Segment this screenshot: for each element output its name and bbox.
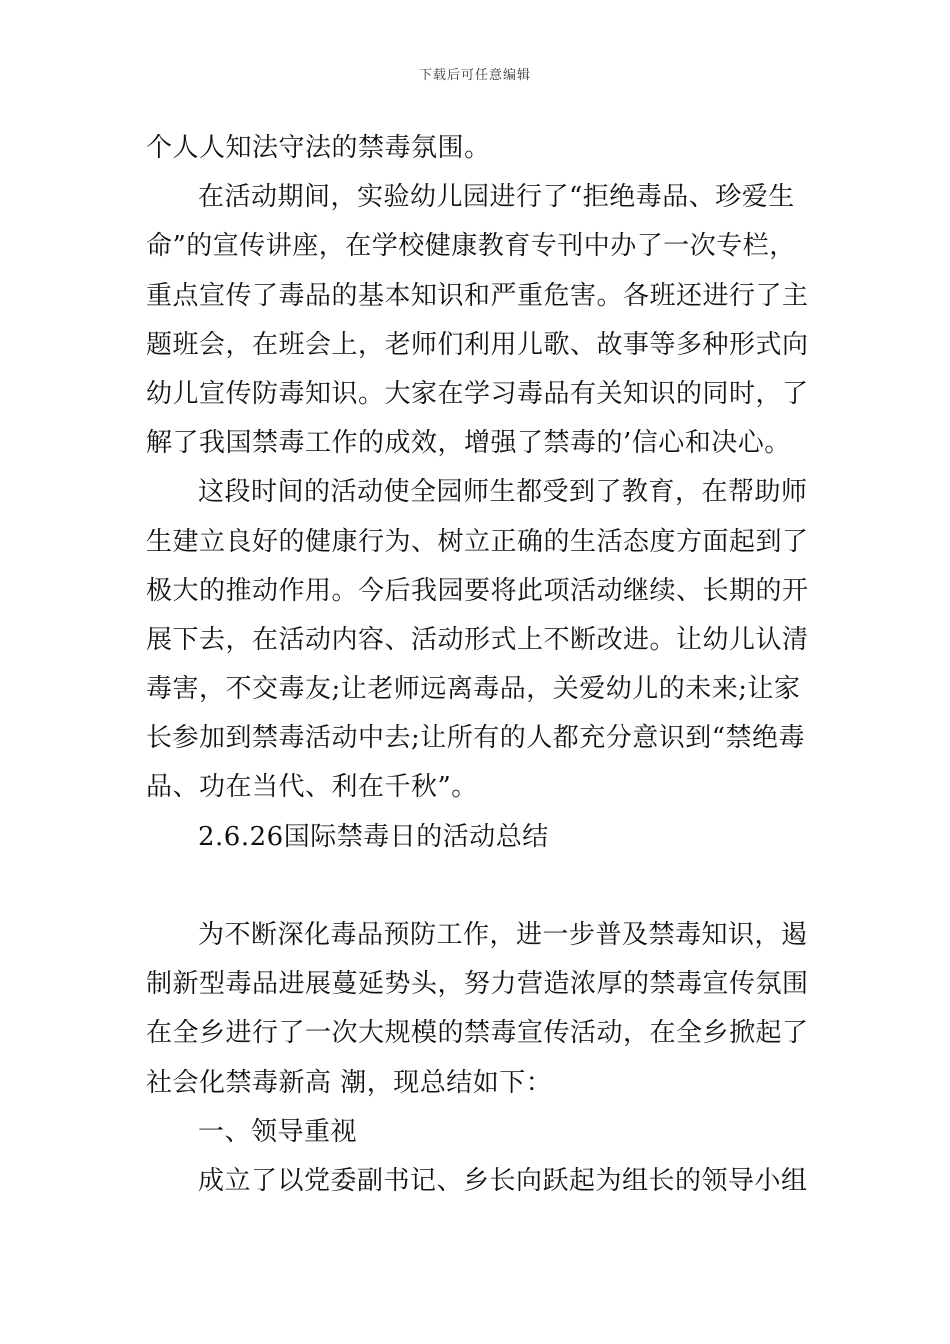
paragraph-start: 成立了以党委副书记、乡长向跃起为组长的领导小组	[198, 1165, 808, 1196]
section-heading: 一、领导重视	[198, 1116, 358, 1147]
text-line: 个人人知法守法的禁毒氛围。	[146, 133, 491, 163]
text-line: 在全乡进行了一次大规模的禁毒宣传活动，在全乡掀起了	[146, 1018, 809, 1049]
text-line: 解了我国禁毒工作的成效，增强了禁毒的’信心和决心。	[146, 428, 791, 459]
text-line: 题班会，在班会上，老师们利用儿歌、故事等多种形式向	[146, 329, 809, 360]
text-line: 品、功在当代、利在千秋”。	[146, 772, 478, 803]
paragraph-start: 在活动期间，实验幼儿园进行了“拒绝毒品、珍爱生	[198, 182, 795, 213]
paragraph-start: 为不断深化毒品预防工作，进一步普及禁毒知识，遏	[198, 920, 808, 950]
text-line: 命”的宣传讲座，在学校健康教育专刊中办了一次专栏，	[146, 231, 796, 262]
text-line: 重点宣传了毒品的基本知识和严重危害。各班还进行了主	[146, 280, 809, 311]
text-line: 制新型毒品进展蔓延势头，努力营造浓厚的禁毒宣传氛围	[146, 969, 809, 1000]
text-line: 幼儿宣传防毒知识。大家在学习毒品有关知识的同时，了	[146, 378, 809, 409]
text-line: 展下去，在活动内容、活动形式上不断改进。让幼儿认清	[146, 624, 809, 655]
section-title: 2.6.26国际禁毒日的活动总结	[198, 821, 549, 852]
text-line: 生建立良好的健康行为、树立正确的生活态度方面起到了	[146, 526, 809, 557]
paragraph-start: 这段时间的活动使全园师生都受到了教育，在帮助师	[198, 477, 808, 508]
text-line: 极大的推动作用。今后我园要将此项活动继续、长期的开	[146, 575, 809, 606]
blank-line	[146, 862, 810, 911]
page-header: 下载后可任意编辑	[418, 68, 531, 83]
text-line: 长参加到禁毒活动中去;让所有的人都充分意识到“禁绝毒	[146, 723, 806, 754]
text-line: 社会化禁毒新高 潮，现总结如下：	[146, 1067, 553, 1098]
document-body	[146, 124, 810, 1206]
text-line: 毒害，不交毒友;让老师远离毒品，关爱幼儿的未来;让家	[146, 674, 801, 705]
